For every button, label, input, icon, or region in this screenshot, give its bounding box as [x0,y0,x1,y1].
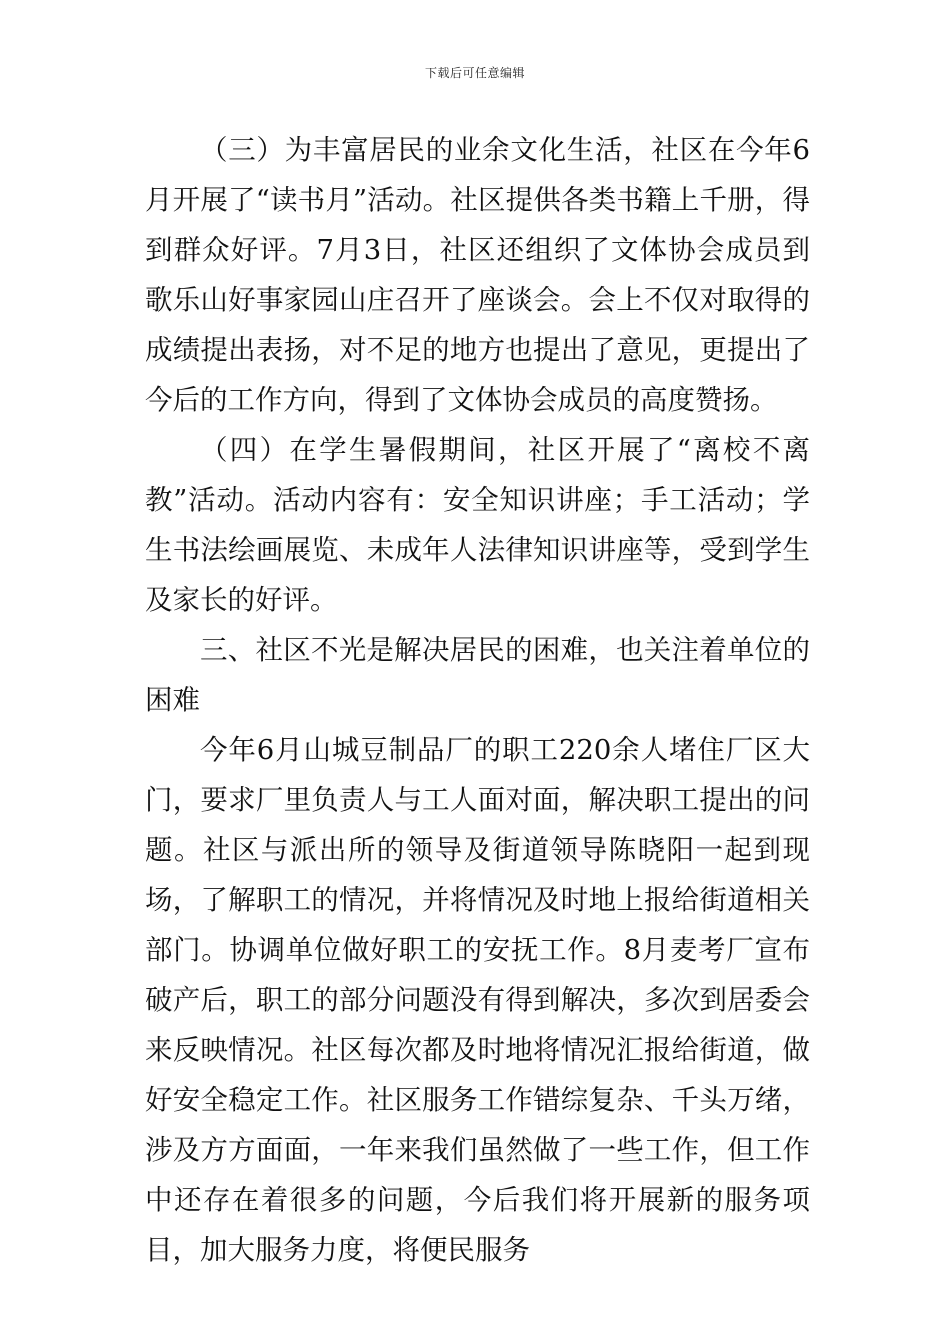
paragraph-reading-month: （三）为丰富居民的业余文化生活，社区在今年6月开展了“读书月”活动。社区提供各类书籍上千册，得到群众好评。7月3日，社区还组织了文体协会成员到歌乐山好事家园山庄召开了座谈会。会上不仅对取得的成绩提出表扬，对不足的地方也提出了意见，更提出了今后的工作方向，得到了文体协会成员的高度赞扬。 [145,134,810,416]
paragraph-summer-activity: （四）在学生暑假期间，社区开展了“离校不离教”活动。活动内容有：安全知识讲座；手工活动；学生书法绘画展览、未成年人法律知识讲座等，受到学生及家长的好评。 [145,434,810,616]
paragraph-factory-issue: 今年6月山城豆制品厂的职工220余人堵住厂区大门，要求厂里负责人与工人面对面，解决职工提出的问题。社区与派出所的领导及街道领导陈晓阳一起到现场，了解职工的情况，并将情况及时地上报给街道相关部门。协调单位做好职工的安抚工作。8月麦考厂宣布破产后，职工的部分问题没有得到解决，多次到居委会来反映情况。社区每次都及时地将情况汇报给街道，做好安全稳定工作。社区服务工作错综复杂、千头万绪，涉及方方面面，一年来我们虽然做了一些工作，但工作中还存在着很多的问题，今后我们将开展新的服务项目，加大服务力度，将便民服务 [145,734,810,1266]
document-body [145,125,810,1275]
section-heading-three: 三、社区不光是解决居民的困难，也关注着单位的困难 [145,634,810,716]
page-header: 下载后可任意编辑 [424,66,525,80]
